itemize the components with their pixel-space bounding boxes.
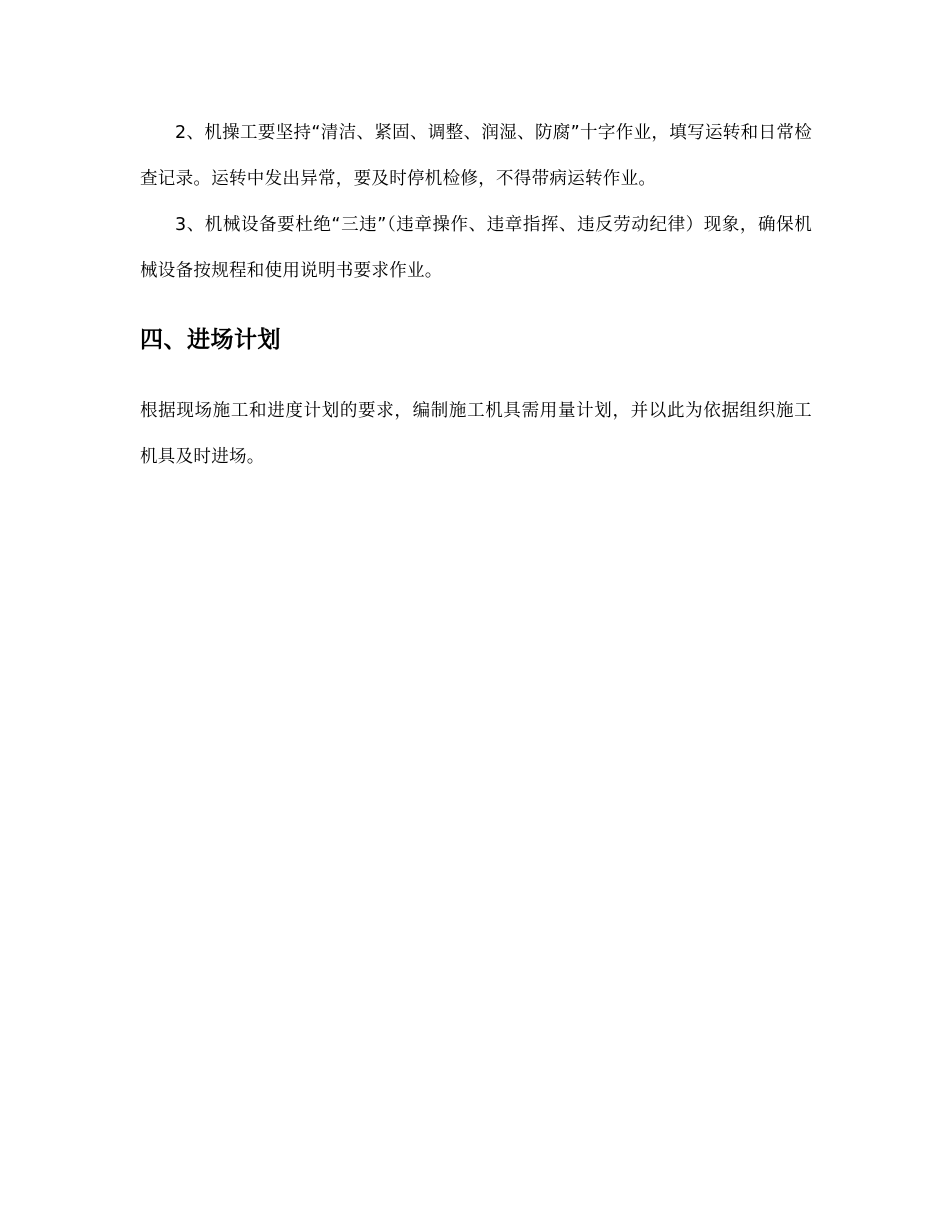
section-heading-entry-plan: 四、进场计划 (140, 327, 281, 353)
paragraph-operator-maintenance: 2、机操工要坚持“清洁、紧固、调整、润湿、防腐”十字作业，填写运转和日常检查记录。运转中发出异常，要及时停机检修，不得带病运转作业。 (140, 123, 812, 189)
document-body (140, 110, 812, 480)
paragraph-entry-plan: 根据现场施工和进度计划的要求，编制施工机具需用量计划，并以此为依据组织施工机具及时进场。 (140, 401, 812, 467)
paragraph-three-violations: 3、机械设备要杜绝“三违”（违章操作、违章指挥、违反劳动纪律）现象，确保机械设备按规程和使用说明书要求作业。 (140, 215, 812, 281)
